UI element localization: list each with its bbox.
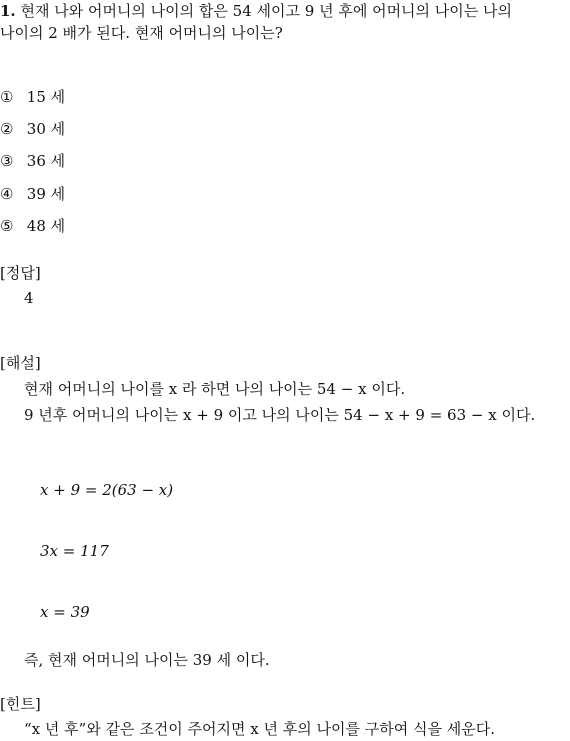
hint-heading: [힌트]: [0, 695, 41, 713]
choice-3-text: 36 세: [26, 152, 66, 170]
explanation-line-1: 현재 어머니의 나이를 x 라 하면 나의 나이는 54 − x 이다.: [24, 380, 406, 398]
explanation-heading: [해설]: [0, 354, 41, 372]
question-line-2: 나이의 2 배가 된다. 현재 어머니의 나이는?: [0, 24, 283, 42]
equation-2: 3x = 117: [40, 542, 109, 560]
choice-3[interactable]: [0, 150, 65, 172]
choice-2[interactable]: [0, 118, 65, 140]
choice-5-mark: ⑤: [0, 217, 14, 235]
answer-heading: [정답]: [0, 264, 41, 282]
choice-2-text: 30 세: [26, 120, 66, 138]
choice-5[interactable]: [0, 215, 65, 237]
choice-4-mark: ④: [0, 185, 14, 203]
choice-1[interactable]: [0, 86, 65, 108]
explanation-conclusion: 즉, 현재 어머니의 나이는 39 세 이다.: [24, 651, 270, 669]
choice-3-mark: ③: [0, 152, 14, 170]
question-line-1: [0, 0, 512, 22]
choice-5-text: 48 세: [26, 217, 66, 235]
equation-1: x + 9 = 2(63 − x): [40, 481, 174, 499]
choice-4-text: 39 세: [26, 185, 66, 203]
choice-2-mark: ②: [0, 120, 14, 138]
question-text-1: 현재 나와 어머니의 나이의 합은 54 세이고 9 년 후에 어머니의 나이는 나의: [20, 2, 513, 20]
equation-3: x = 39: [40, 603, 90, 621]
choice-1-text: 15 세: [26, 88, 66, 106]
hint-text: “x 년 후”와 같은 조건이 주어지면 x 년 후의 나이를 구하여 식을 세운다.: [24, 720, 495, 738]
answer-value: 4: [24, 289, 34, 307]
choice-4[interactable]: [0, 183, 65, 205]
choice-1-mark: ①: [0, 88, 14, 106]
explanation-line-2: 9 년후 어머니의 나이는 x + 9 이고 나의 나이는 54 − x + 9 = 63 − x 이다.: [24, 406, 536, 424]
question-number: 1.: [0, 2, 16, 20]
